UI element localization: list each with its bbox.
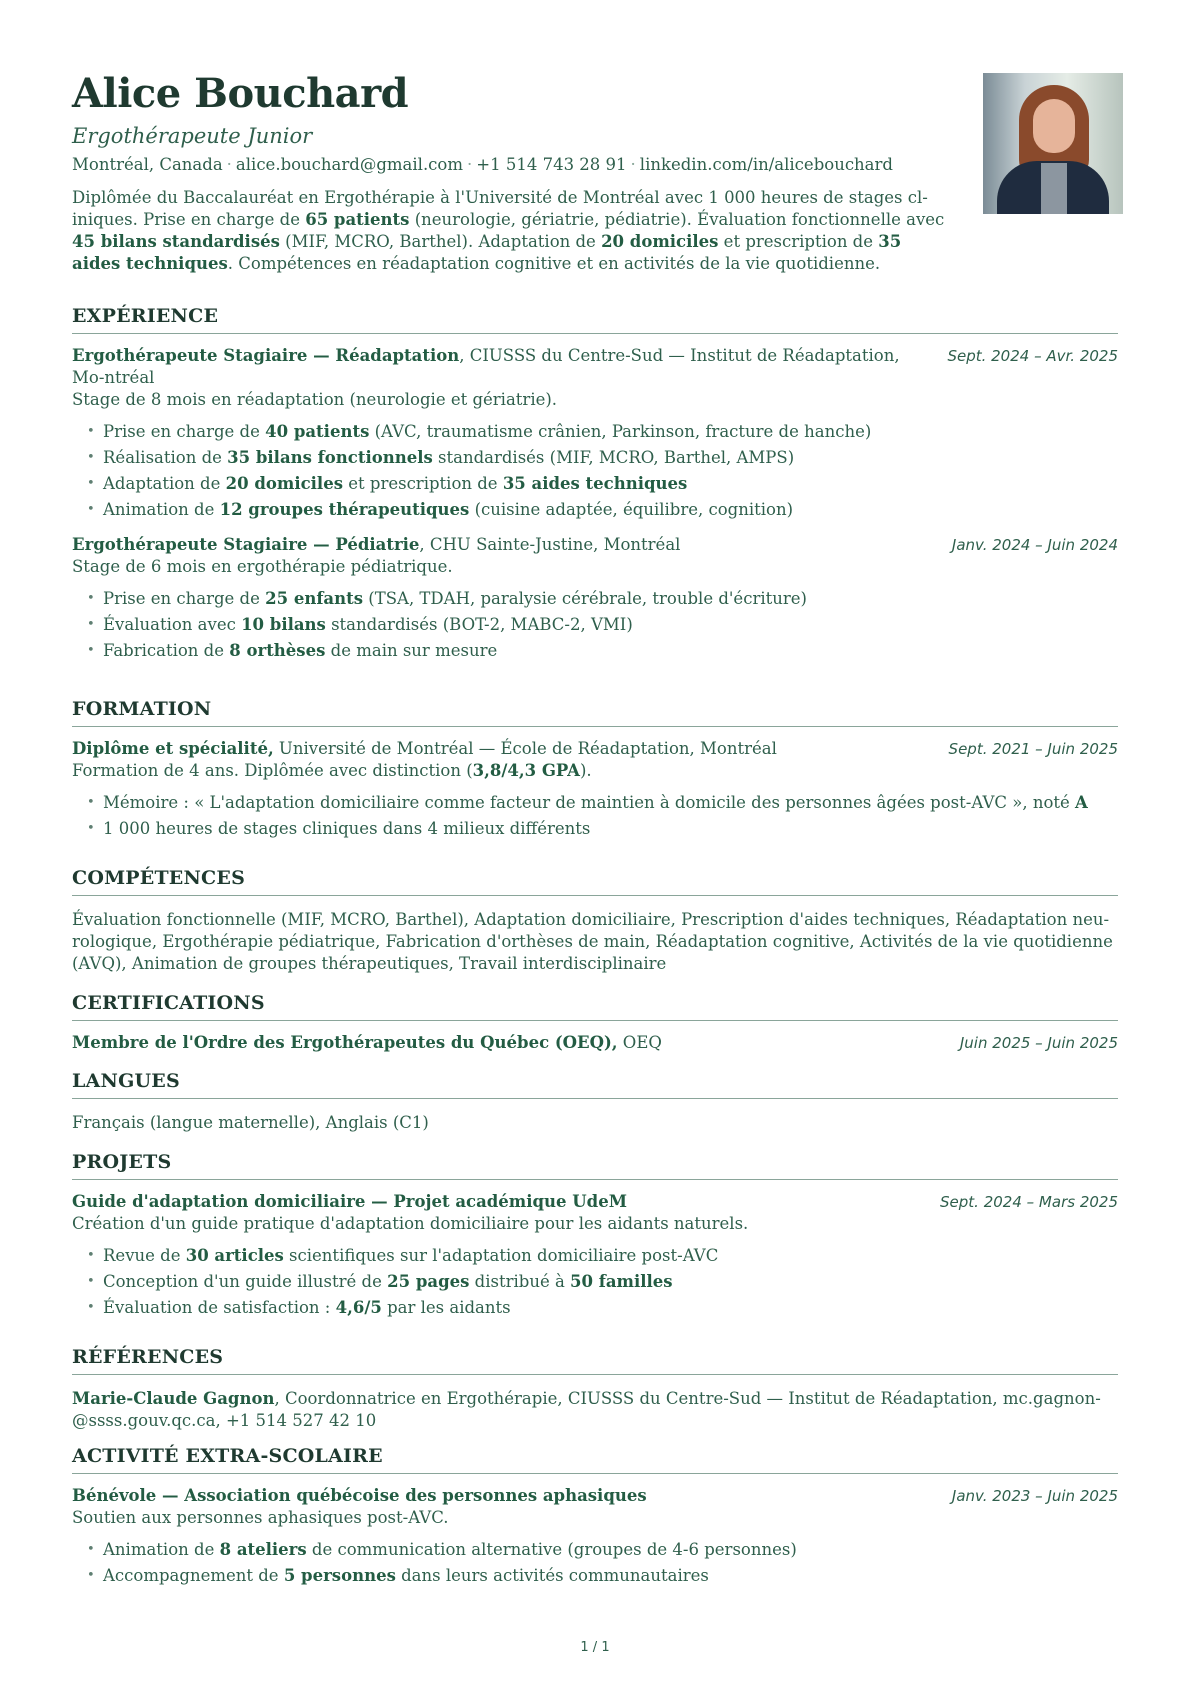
section-divider [72,333,1118,334]
section-divider [72,1020,1118,1021]
section-divider [72,1473,1118,1474]
body-text: Mémoire : « L'adaptation domiciliaire comme facteur de maintien à domicile des personnes âgées post-AVC », noté [103,793,1076,812]
body-text: dans leurs activités communautaires [395,1566,709,1585]
entry-description [72,760,1118,782]
separator-dot: · [226,155,232,174]
entry-role: Ergothérapeute Stagiaire — Réadaptation [72,346,460,365]
body-text: (neurologie, gériatrie, pédiatrie). Évaluation fonctionnelle avec [409,210,945,229]
emphasis-text: 25 enfants [265,589,364,608]
entry-org: , CIUSSS du Centre-Sud — Institut de Réadaptation, Mo-ntréal [72,346,900,387]
emphasis-text: 30 articles [185,1246,284,1265]
contact-line [72,154,893,176]
body-text: standardisés (BOT-2, MABC-2, VMI) [325,615,633,634]
body-text: et prescription de [718,232,879,251]
contact-location: Montréal, Canada [72,155,223,174]
entry-role: Bénévole — Association québécoise des personnes aphasiques [72,1486,647,1505]
emphasis-text: 3,8/4,3 GPA [472,761,580,780]
emphasis-text: 4,6/5 [335,1298,382,1317]
skills-text: Évaluation fonctionnelle (MIF, MCRO, Barthel), Adaptation domiciliaire, Prescription d'aides techniques, Réadaptation neu-rologique, Ergothérapie pédiatrique, Fabrication d'orthèses de main, Réadaptation cognitive, Activités de la vie quotidienne (AVQ), Animation de groupes thérapeutiques, Travail interdisciplinaire [72,910,1113,973]
bullet-item [72,586,1118,612]
section-projects [72,1150,1118,1321]
body-text: . Compétences en réadaptation cognitive et en activités de la vie quotidienne. [227,254,881,273]
bullet-item [72,612,1118,638]
body-text: de main sur mesure [325,641,498,660]
body-text: 1 000 heures de stages cliniques dans 4 milieux différents [103,819,591,838]
section-title: FORMATION [72,698,212,720]
entry-date: Juin 2025 – Juin 2025 [959,1034,1118,1052]
separator-dot: · [467,155,473,174]
bullet-item [72,471,1118,497]
section-title: ACTIVITÉ EXTRA-SCOLAIRE [72,1445,383,1467]
section-skills [72,866,1118,975]
page-number: 1 / 1 [580,1640,610,1655]
section-divider [72,895,1118,896]
bullet-item [72,790,1118,816]
body-text: (MIF, MCRO, Barthel). Adaptation de [279,232,602,251]
entry-bullets [72,586,1118,664]
section-divider [72,1098,1118,1099]
entry-heading [72,1032,932,1054]
entry-description: Soutien aux personnes aphasiques post-AVC. [72,1508,449,1527]
emphasis-text: 40 patients [265,422,370,441]
entry-role: Guide d'adaptation domiciliaire — Projet académique UdeM [72,1192,627,1211]
section-title: COMPÉTENCES [72,867,245,889]
entry-heading [72,534,932,556]
bullet-item [72,1563,1118,1589]
entry-heading [72,1191,932,1213]
separator-dot: · [630,155,636,174]
section-title: EXPÉRIENCE [72,305,219,327]
body-text: Adaptation de [103,474,226,493]
bullet-item [72,497,1118,523]
body-text: Prise en charge de [103,422,266,441]
project-entry [72,1191,1118,1321]
entry-date: Sept. 2024 – Avr. 2025 [947,347,1118,365]
body-text: (TSA, TDAH, paralysie cérébrale, trouble d'écriture) [363,589,807,608]
profile-photo [983,73,1123,214]
entry-date: Janv. 2024 – Juin 2024 [951,536,1118,554]
body-text: standardisés (MIF, MCRO, Barthel, AMPS) [432,448,795,467]
reference-name: Marie-Claude Gagnon [72,1389,275,1408]
body-text: (cuisine adaptée, équilibre, cognition) [469,500,794,519]
bullet-item [72,445,1118,471]
entry-org: OEQ [617,1033,662,1052]
body-text: (AVC, traumatisme crânien, Parkinson, fracture de hanche) [369,422,872,441]
section-title: CERTIFICATIONS [72,992,265,1014]
resume-page [72,0,1118,1585]
section-divider [72,1179,1118,1180]
contact-linkedin[interactable]: linkedin.com/in/alicebouchard [639,155,893,174]
body-text: Diplômée du Baccalauréat en Ergothérapie à l'Université de Montréal avec 1 000 heures de stages cl-iniques. Prise en charge de [72,188,928,229]
entry-role: Membre de l'Ordre des Ergothérapeutes du Québec (OEQ), [72,1033,618,1052]
candidate-title: Ergothérapeute Junior [72,124,313,148]
entry-heading [72,738,932,760]
photo-face-shape [1033,99,1075,153]
section-extracurricular [72,1444,1118,1589]
body-text: Réalisation de [103,448,228,467]
body-text: Évaluation avec [103,615,242,634]
resume-header [72,0,1118,290]
entry-bullets [72,1243,1118,1321]
entry-bullets [72,1537,1118,1589]
section-title: PROJETS [72,1151,172,1173]
entry-description: Stage de 8 mois en réadaptation (neurologie et gériatrie). [72,390,558,409]
bullet-item [72,1295,1118,1321]
contact-email[interactable]: alice.bouchard@gmail.com [235,155,464,174]
emphasis-text: 8 ateliers [219,1540,307,1559]
body-text: Revue de [103,1246,186,1265]
body-text: Animation de [103,500,220,519]
bullet-item [72,1243,1118,1269]
body-text: Évaluation de satisfaction : [103,1298,336,1317]
entry-heading [72,345,932,389]
emphasis-text: 35 aides techniques [502,474,688,493]
emphasis-text: 50 familles [570,1272,673,1291]
emphasis-text: 8 orthèses [229,641,326,660]
entry-date: Janv. 2023 – Juin 2025 [951,1487,1118,1505]
entry-date: Sept. 2024 – Mars 2025 [940,1193,1118,1211]
contact-phone[interactable]: +1 514 743 28 91 [476,155,627,174]
entry-bullets [72,790,1118,842]
section-title: LANGUES [72,1070,180,1092]
section-certifications [72,991,1118,1054]
emphasis-text: 25 pages [387,1272,470,1291]
emphasis-text: 65 patients [305,210,410,229]
emphasis-text: 45 bilans standardisés [72,232,280,251]
emphasis-text: A [1075,793,1088,812]
emphasis-text: 35 aides techniques [72,232,902,273]
experience-entry [72,534,1118,664]
emphasis-text: 10 bilans [241,615,326,634]
entry-date: Sept. 2021 – Juin 2025 [948,740,1118,758]
body-text: par les aidants [381,1298,511,1317]
entry-org: , CHU Sainte-Justine, Montréal [419,535,681,554]
body-text: Prise en charge de [103,589,266,608]
education-entry [72,738,1118,842]
languages-text: Français (langue maternelle), Anglais (C1) [72,1113,429,1132]
entry-description: Création d'un guide pratique d'adaptation domiciliaire pour les aidants naturels. [72,1214,749,1233]
section-divider [72,1374,1118,1375]
entry-org: Université de Montréal — École de Réadaptation, Montréal [273,739,777,758]
body-text: de communication alternative (groupes de 4-6 personnes) [306,1540,797,1559]
section-title: RÉFÉRENCES [72,1346,224,1368]
section-languages [72,1069,1118,1134]
body-text: Formation de 4 ans. Diplômée avec distinction ( [72,761,473,780]
candidate-name: Alice Bouchard [72,70,409,117]
emphasis-text: 35 bilans fonctionnels [227,448,433,467]
bullet-item [72,1269,1118,1295]
entry-role: Diplôme et spécialité, [72,739,274,758]
emphasis-text: 20 domiciles [225,474,343,493]
body-text: et prescription de [343,474,503,493]
certification-entry [72,1032,1118,1054]
section-experience [72,304,1118,664]
emphasis-text: 12 groupes thérapeutiques [219,500,470,519]
body-text: ). [579,761,592,780]
entry-role: Ergothérapeute Stagiaire — Pédiatrie [72,535,420,554]
entry-bullets [72,419,1118,523]
entry-description: Stage de 6 mois en ergothérapie pédiatrique. [72,557,453,576]
reference-entry [72,1388,1118,1432]
section-divider [72,726,1118,727]
body-text: Conception d'un guide illustré de [103,1272,388,1291]
section-education [72,697,1118,842]
body-text: distribué à [469,1272,571,1291]
body-text: Fabrication de [103,641,230,660]
body-text: Accompagnement de [103,1566,284,1585]
body-text: scientifiques sur l'adaptation domiciliaire post-AVC [283,1246,719,1265]
bullet-item [72,638,1118,664]
summary-paragraph [72,187,952,275]
photo-shirt-shape [1041,163,1067,214]
entry-heading [72,1485,932,1507]
emphasis-text: 20 domiciles [601,232,719,251]
bullet-item [72,419,1118,445]
body-text: Animation de [103,1540,220,1559]
experience-entry [72,345,1118,523]
emphasis-text: 5 personnes [283,1566,396,1585]
bullet-item [72,1537,1118,1563]
section-references [72,1345,1118,1432]
bullet-item [72,816,1118,842]
extracurricular-entry [72,1485,1118,1589]
reference-details: , Coordonnatrice en Ergothérapie, CIUSSS du Centre-Sud — Institut de Réadaptation, mc.gagnon-@ssss.gouv.qc.ca, +1 514 527 42 10 [72,1389,1101,1430]
